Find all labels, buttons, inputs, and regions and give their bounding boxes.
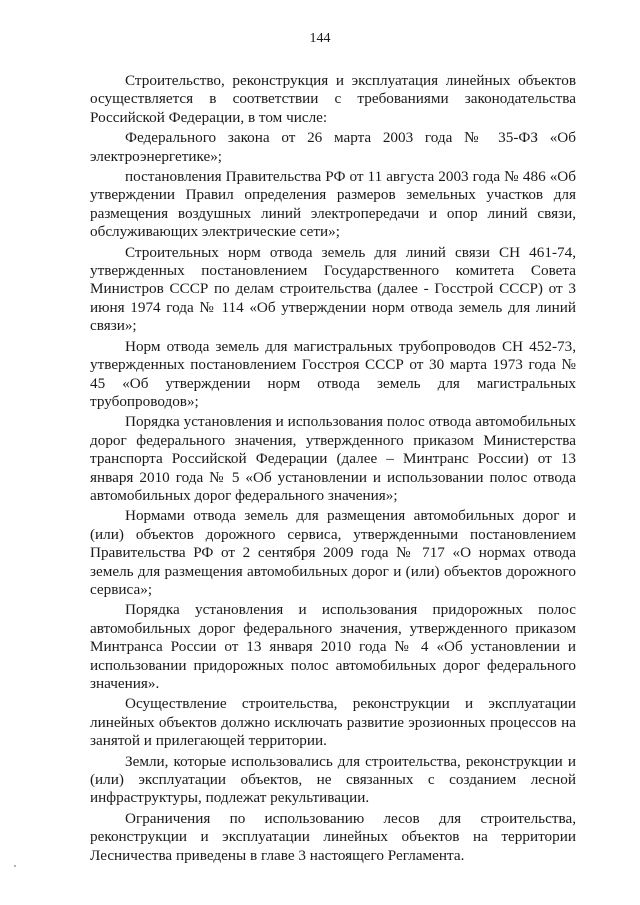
- paragraph-recultivation: Земли, которые использовались для строительства, реконструкции и (или) эксплуатации объектов, не связанных с созданием лесной инфраструктуры, подлежат рекультивации.: [90, 752, 576, 807]
- paragraph-federal-law: Федерального закона от 26 марта 2003 года № 35-ФЗ «Об электроэнергетике»;: [90, 129, 576, 165]
- paragraph-road-allotment-procedure: Порядка установления и использования полос отвода автомобильных дорог федерального значения, утвержденного приказом Министерства транспорта Российской Федерации (далее – Минтранс России) от 13 января 2010 года № 5 «Об установлении и использовании полос отвода автомобильных дорог федерального значения»;: [90, 413, 576, 504]
- document-body: [90, 72, 576, 867]
- paragraph-erosion-requirement: Осуществление строительства, реконструкции и эксплуатации линейных объектов должно исключать развитие эрозионных процессов на занятой и прилегающей территории.: [90, 695, 576, 750]
- paragraph-communication-lines-norms: Строительных норм отвода земель для линий связи СН 461-74, утвержденных постановлением Государственного комитета Совета Министров СССР по делам строительства (далее - Госстрой СССР) от 3 июня 1974 года № 114 «Об утверждении норм отвода земель для линий связи»;: [90, 243, 576, 335]
- paragraph-roadside-strips-procedure: Порядка установления и использования придорожных полос автомобильных дорог федерального значения, утвержденного приказом Минтранса России от 13 января 2010 года № 4 «Об установлении и использовании придорожных полос автомобильных дорог федерального значения».: [90, 601, 576, 692]
- paragraph-road-allotment-norms: Нормами отвода земель для размещения автомобильных дорог и (или) объектов дорожного сервиса, утвержденными постановлением Правительства РФ от 2 сентября 2009 года № 717 «О нормах отвода земель для размещения автомобильных дорог и (или) объектов дорожного сервиса»;: [90, 507, 576, 598]
- scan-speck: [14, 865, 16, 867]
- paragraph-government-decree: постановления Правительства РФ от 11 августа 2003 года № 486 «Об утверждении Правил определения размеров земельных участков для размещения воздушных линий электропередачи и опор линий связи, обслуживающих электрические сети»;: [90, 168, 576, 241]
- paragraph-restrictions-reference: Ограничения по использованию лесов для строительства, реконструкции и эксплуатации линейных объектов на территории Лесничества приведены в главе 3 настоящего Регламента.: [90, 809, 576, 864]
- paragraph-intro: Строительство, реконструкция и эксплуатация линейных объектов осуществляется в соответствии с требованиями законодательства Российской Федерации, в том числе:: [90, 72, 576, 126]
- page-number: 144: [309, 31, 331, 46]
- paragraph-pipeline-norms: Норм отвода земель для магистральных трубопроводов СН 452-73, утвержденных постановлением Госстроя СССР от 30 марта 1973 года № 45 «Об утверждении норм отвода земель для магистральных трубопроводов»;: [90, 337, 576, 410]
